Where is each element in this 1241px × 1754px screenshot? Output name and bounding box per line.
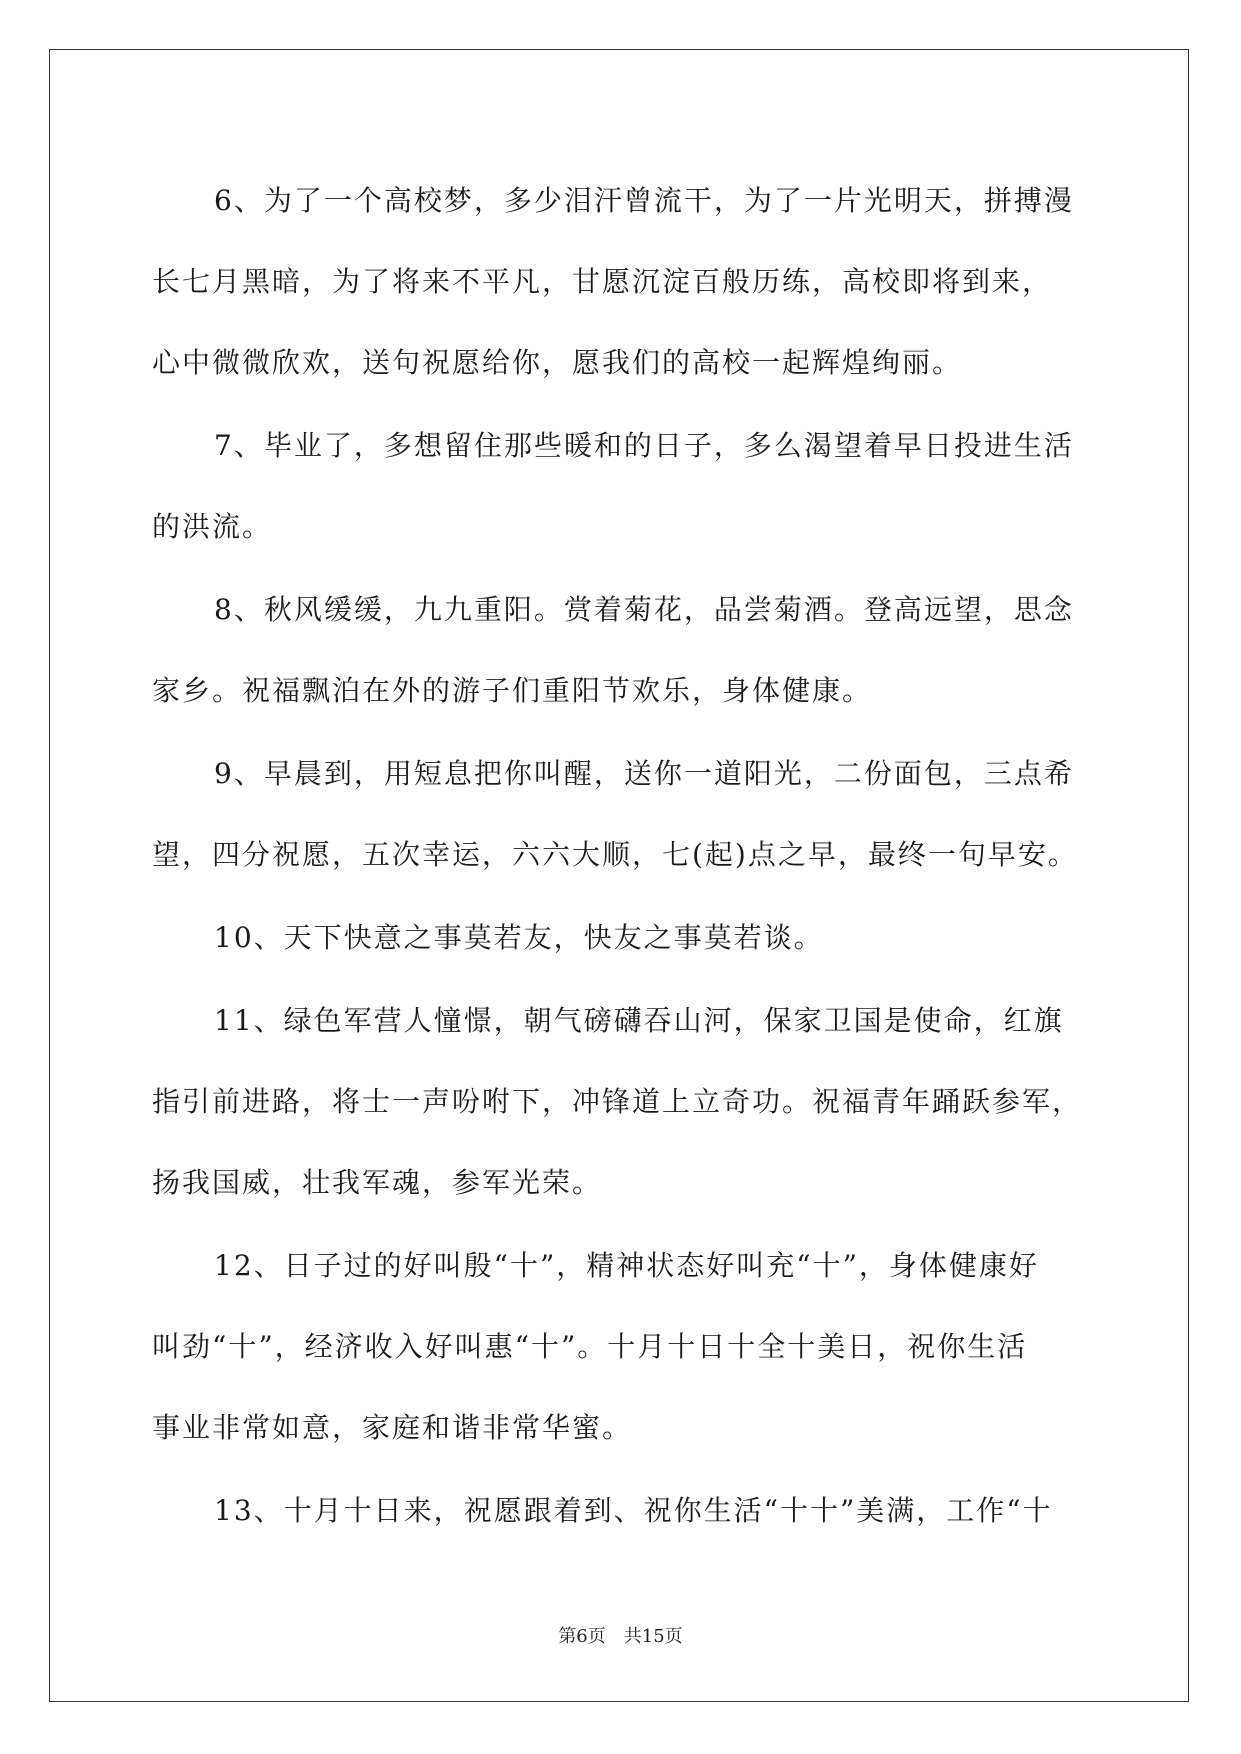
text-line: 12、日子过的好叫殷“十”，精神状态好叫充“十”，身体健康好: [214, 1249, 1039, 1282]
paragraph-11: [152, 980, 1092, 1223]
text-line: 指引前进路，将士一声吩咐下，冲锋道上立奇功。祝福青年踊跃参军，: [152, 1085, 1083, 1118]
text-line: 10、天下快意之事莫若友，快友之事莫若谈。: [214, 921, 824, 954]
text-line: 事业非常如意，家庭和谐非常华蜜。: [152, 1411, 633, 1444]
paragraph-10: [152, 897, 1092, 978]
text-line: 9、早晨到，用短息把你叫醒，送你一道阳光，二份面包，三点希: [214, 757, 1074, 790]
text-line: 的洪流。: [152, 510, 273, 543]
text-line: 长七月黑暗，为了将来不平凡，甘愿沉淀百般历练，高校即将到来，: [152, 265, 1053, 298]
document-body: [152, 160, 1092, 1553]
text-line: 6、为了一个高校梦，多少泪汗曾流干，为了一片光明天，拼搏漫: [214, 184, 1074, 217]
text-line: 家乡。祝福飘泊在外的游子们重阳节欢乐，身体健康。: [152, 674, 873, 707]
text-line: 7、毕业了，多想留住那些暖和的日子，多么渴望着早日投进生活: [214, 429, 1074, 462]
text-line: 心中微微欣欢，送句祝愿给你，愿我们的高校一起辉煌绚丽。: [152, 346, 963, 379]
paragraph-13: [152, 1470, 1092, 1551]
text-line: 叫劲“十”，经济收入好叫惠“十”。十月十日十全十美日，祝你生活: [152, 1330, 1028, 1363]
paragraph-9: [152, 733, 1092, 895]
text-line: 13、十月十日来，祝愿跟着到、祝你生活“十十”美满，工作“十: [214, 1494, 1053, 1527]
paragraph-6: [152, 160, 1092, 403]
text-line: 扬我国威，壮我军魂，参军光荣。: [152, 1166, 603, 1199]
text-line: 8、秋风缓缓，九九重阳。赏着菊花，品尝菊酒。登高远望，思念: [214, 593, 1074, 626]
text-line: 望，四分祝愿，五次幸运，六六大顺，七(起)点之早，最终一句早安。: [152, 838, 1078, 871]
text-line: 11、绿色军营人憧憬，朝气磅礴吞山河，保家卫国是使命，红旗: [214, 1004, 1064, 1037]
page-number-footer: 第6页 共15页: [558, 1626, 683, 1647]
paragraph-8: [152, 569, 1092, 731]
paragraph-12: [152, 1225, 1092, 1468]
paragraph-7: [152, 405, 1092, 567]
